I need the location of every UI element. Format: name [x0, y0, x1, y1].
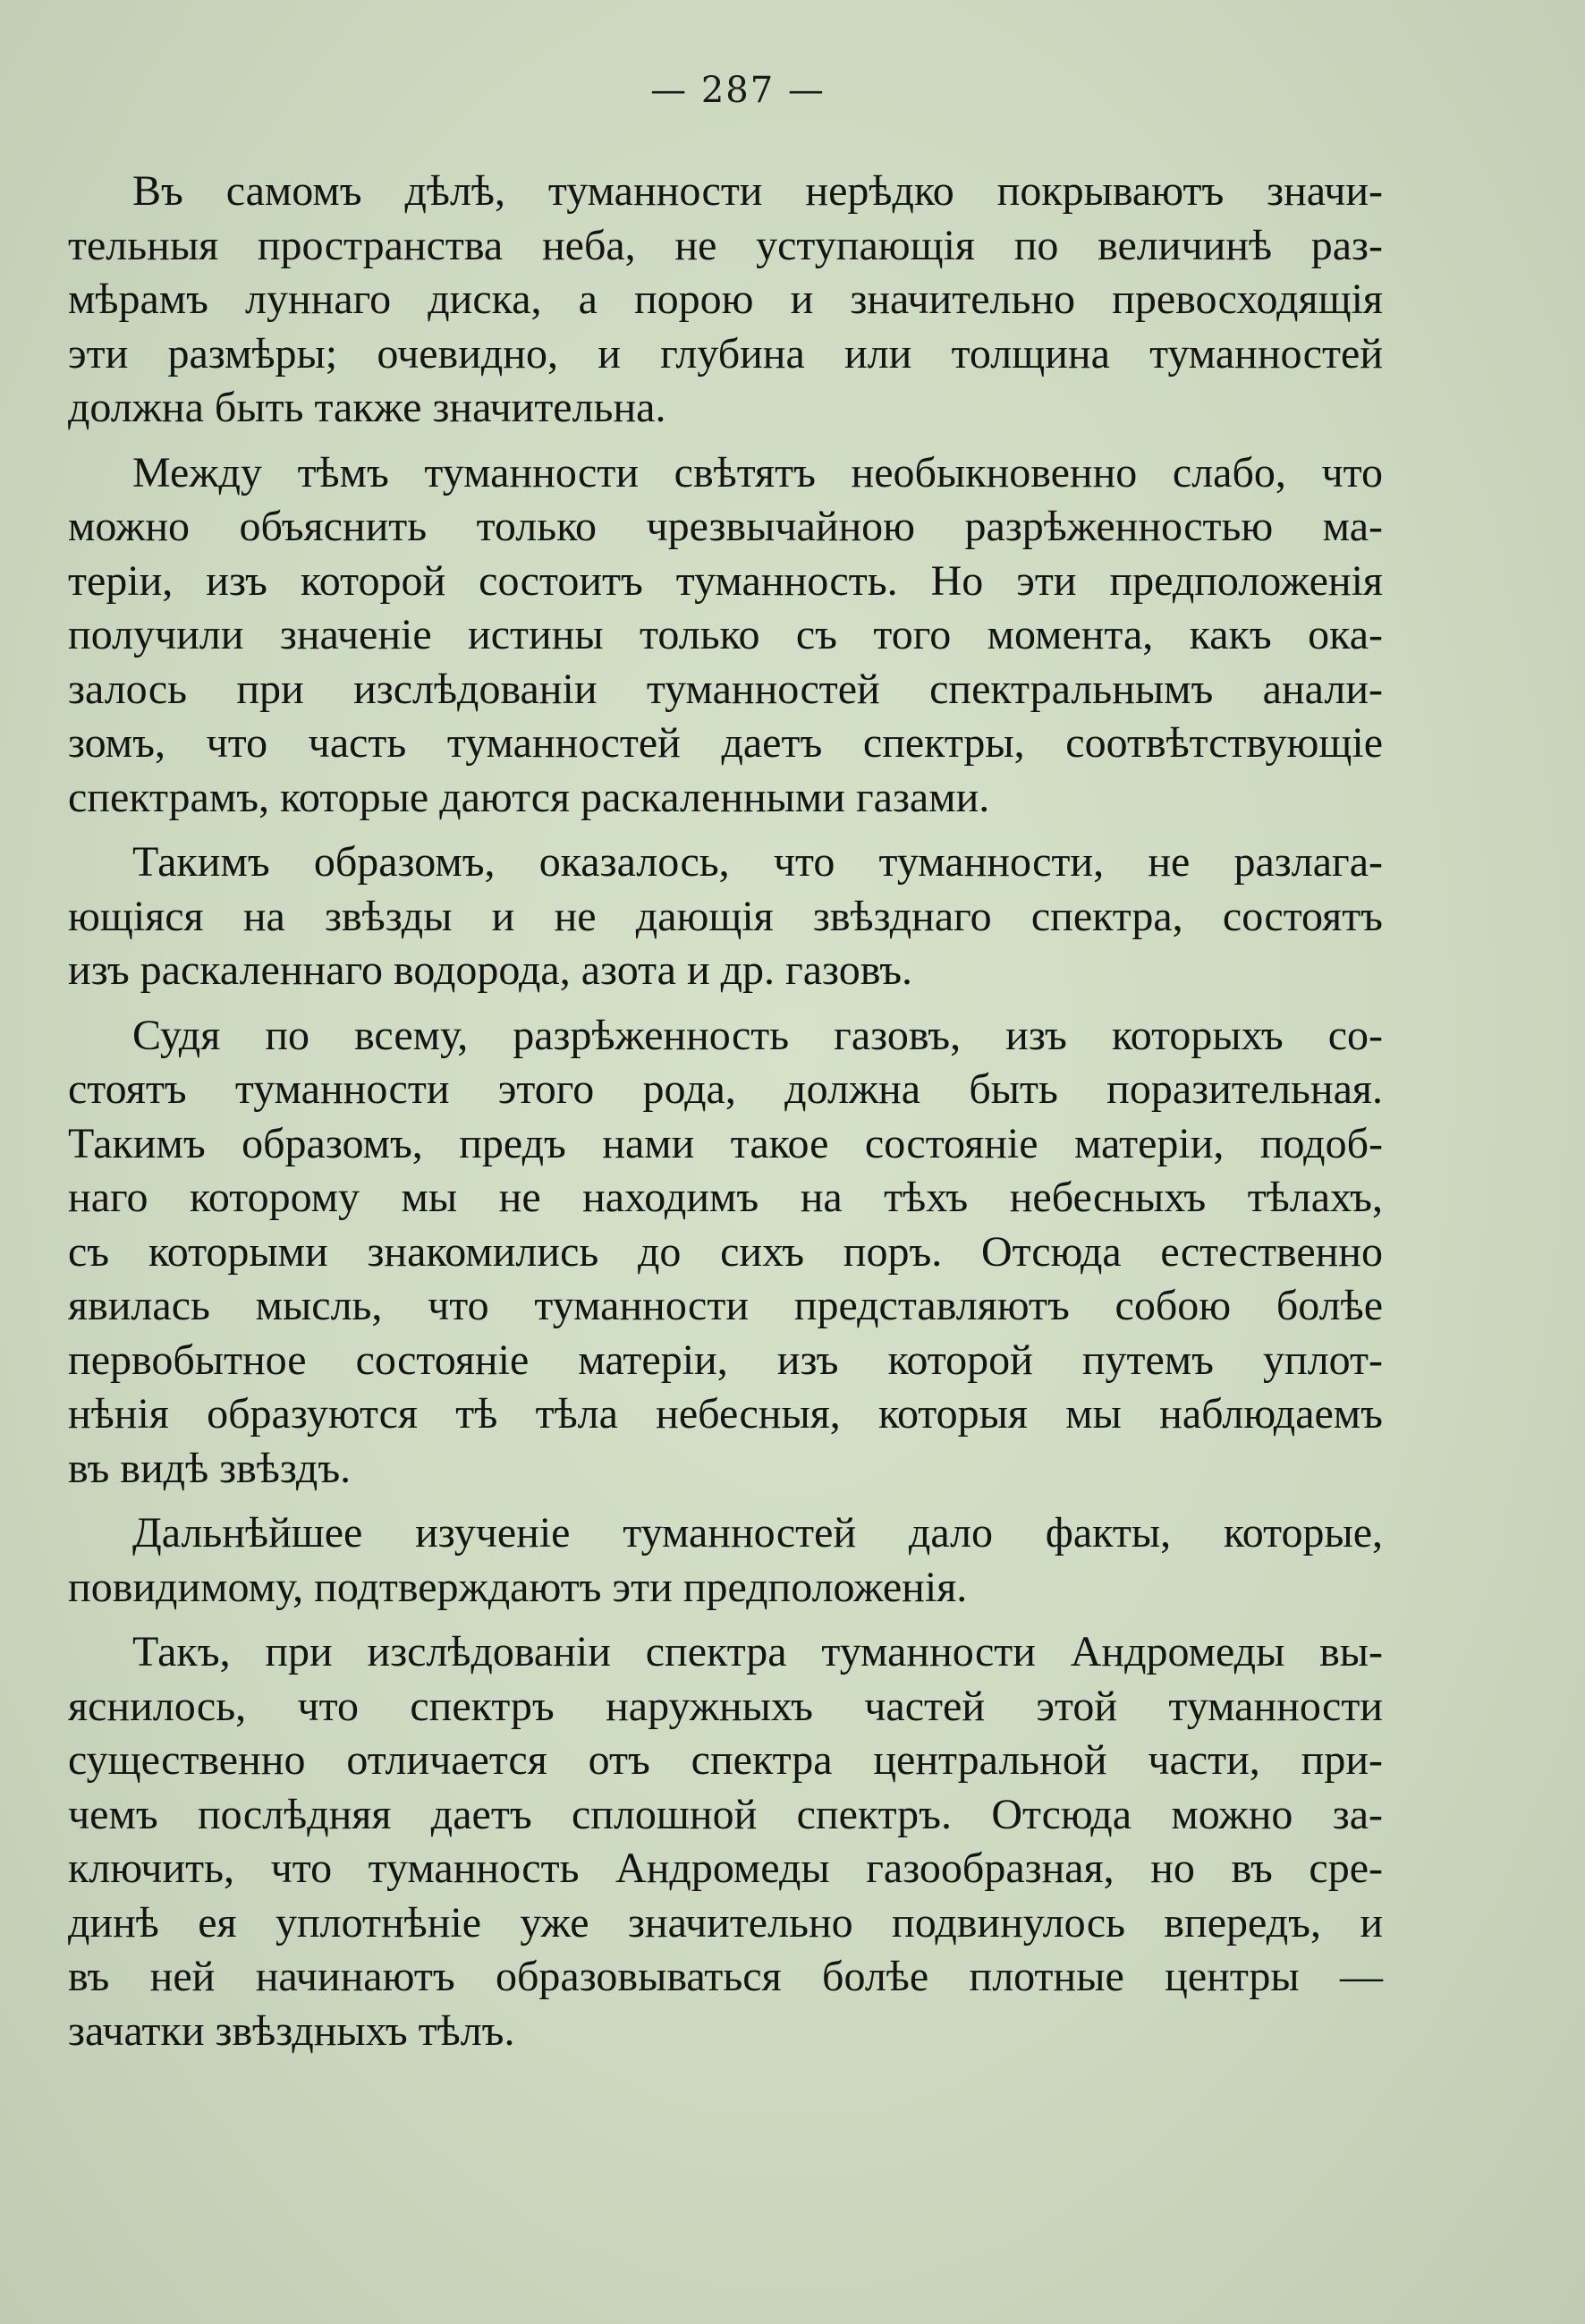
- text-line: зомъ, что часть туманностей даетъ спектры, соотвѣтствующіе: [68, 719, 1383, 767]
- text-line: должна быть также значительна.: [68, 384, 666, 431]
- text-line: стоятъ туманности этого рода, должна быть поразительная.: [68, 1065, 1383, 1113]
- text-line: явилась мысль, что туманности представляютъ собою болѣе: [68, 1282, 1383, 1329]
- text-line: изъ раскаленнаго водорода, азота и др. газовъ.: [68, 946, 913, 994]
- text-line: нѣнія образуются тѣ тѣла небесныя, которыя мы наблюдаемъ: [68, 1390, 1383, 1438]
- text-line: въ ней начинаютъ образовываться болѣе плотные центры —: [68, 1953, 1383, 2000]
- text-line: залось при изслѣдованіи туманностей спектральнымъ анали-: [68, 665, 1383, 713]
- page-number: — 287 —: [650, 70, 826, 111]
- text-line: динѣ ея уплотнѣніе уже значительно подвинулось впередъ, и: [68, 1898, 1383, 1947]
- body-text: [68, 165, 1383, 2069]
- text-line: Такимъ образомъ, оказалось, что туманности, не разлага-: [132, 838, 1383, 886]
- text-line: теріи, изъ которой состоитъ туманность. Но эти предположенія: [68, 556, 1383, 605]
- text-line: Судя по всему, разрѣженность газовъ, изъ которыхъ со-: [132, 1011, 1383, 1059]
- text-line: Въ самомъ дѣлѣ, туманности нерѣдко покрываютъ значи-: [132, 167, 1383, 215]
- text-line: чемъ послѣдняя даетъ сплошной спектръ. Отсюда можно за-: [68, 1790, 1383, 1838]
- paragraph-5: [68, 1506, 1383, 1615]
- text-line: ключить, что туманность Андромеды газообразная, но въ сре-: [68, 1845, 1383, 1892]
- text-line: Дальнѣйшее изученіе туманностей дало факты, которые,: [132, 1509, 1383, 1556]
- text-line: повидимому, подтверждаютъ эти предположенія.: [68, 1563, 968, 1611]
- text-line: эти размѣры; очевидно, и глубина или толщина туманностей: [68, 329, 1383, 377]
- text-line: Между тѣмъ туманности свѣтятъ необыкновенно слабо, что: [132, 448, 1383, 496]
- text-line: первобытное состояніе матеріи, изъ которой путемъ уплот-: [68, 1336, 1383, 1384]
- text-line: ющіяся на звѣзды и не дающія звѣзднаго спектра, состоятъ: [68, 892, 1383, 940]
- paragraph-6: [68, 1625, 1383, 2058]
- text-line: можно объяснить только чрезвычайною разрѣженностью ма-: [68, 503, 1383, 550]
- paragraph-4: [68, 1009, 1383, 1497]
- paragraph-2: [68, 446, 1383, 826]
- text-line: зачатки звѣздныхъ тѣлъ.: [68, 2006, 515, 2055]
- paragraph-1: [68, 165, 1383, 436]
- text-line: яснилось, что спектръ наружныхъ частей этой туманности: [68, 1682, 1383, 1730]
- text-line: мѣрамъ луннаго диска, а порою и значительно превосходящія: [68, 276, 1383, 323]
- text-line: Такимъ образомъ, предъ нами такое состояніе матеріи, подоб-: [68, 1119, 1383, 1167]
- text-line: въ видѣ звѣздъ.: [68, 1444, 352, 1492]
- text-line: существенно отличается отъ спектра центральной части, при-: [68, 1736, 1383, 1784]
- text-line: Такъ, при изслѣдованіи спектра туманности Андромеды вы-: [132, 1628, 1383, 1675]
- text-line: тельныя пространства неба, не уступающія по величинѣ раз-: [68, 221, 1383, 269]
- text-line: съ которыми знакомились до сихъ поръ. Отсюда естественно: [68, 1227, 1383, 1276]
- text-line: спектрамъ, которые даются раскаленными газами.: [68, 773, 990, 821]
- paragraph-3: [68, 835, 1383, 998]
- text-line: получили значеніе истины только съ того момента, какъ ока-: [68, 611, 1383, 658]
- text-line: наго которому мы не находимъ на тѣхъ небесныхъ тѣлахъ,: [68, 1174, 1383, 1221]
